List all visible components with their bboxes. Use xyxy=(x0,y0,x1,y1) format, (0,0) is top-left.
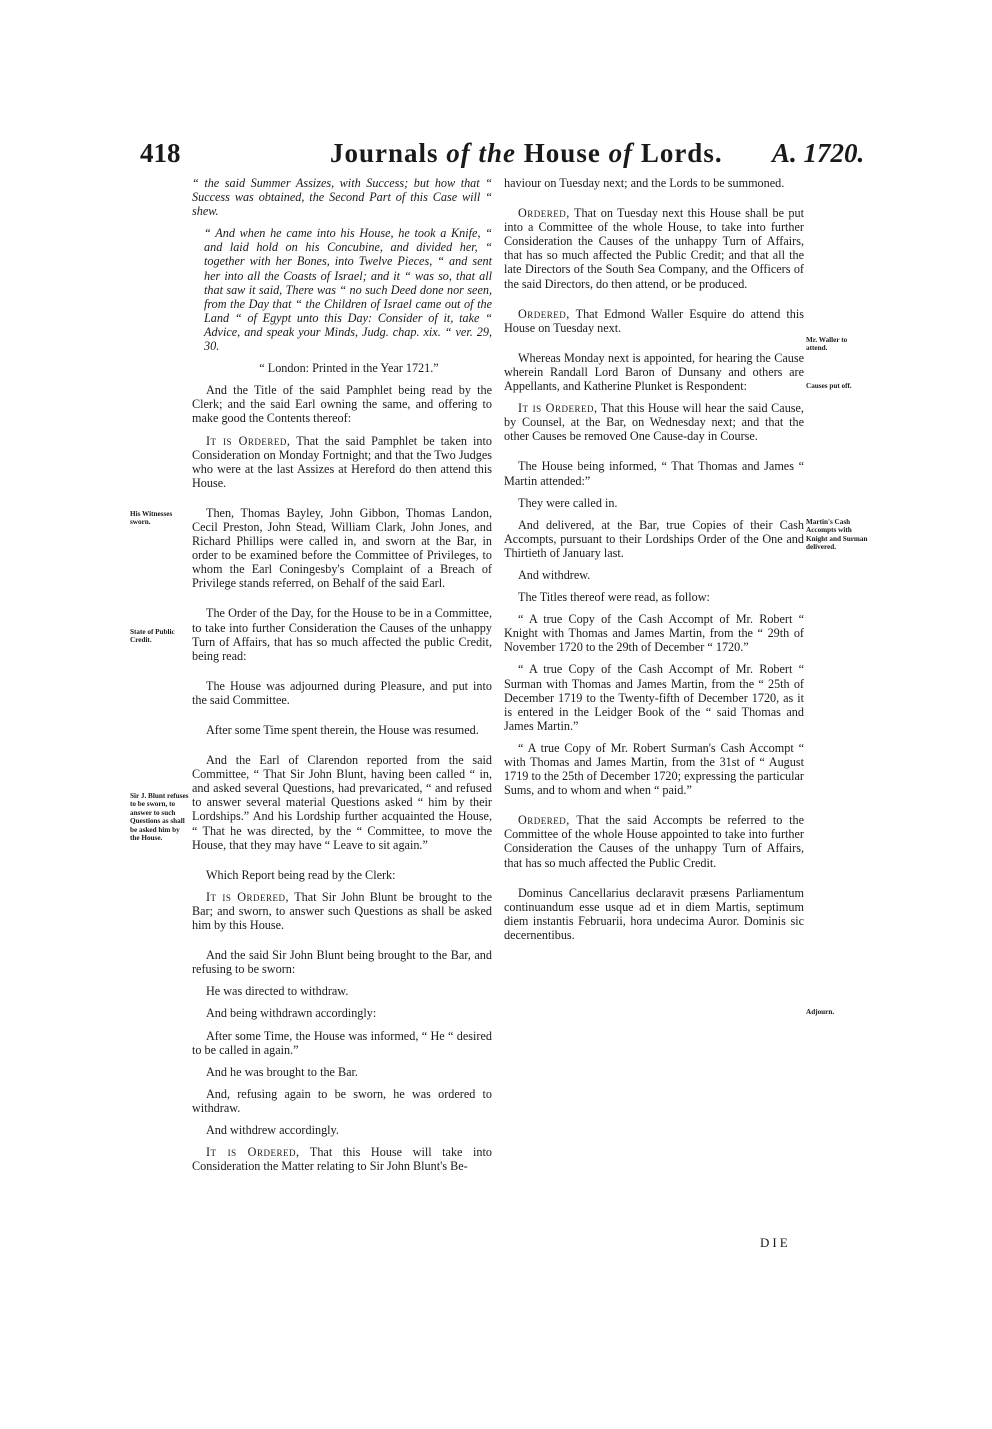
paragraph: Whereas Monday next is appointed, for hearing the Cause wherein Randall Lord Baron of Dunsany and others are Appellants, and Katherine Plunket is Respondent: xyxy=(504,350,804,394)
paragraph: And the said Sir John Blunt being brought to the Bar, and refusing to be sworn: xyxy=(192,948,492,977)
order-text: That on Tuesday next this House shall be put into a Committee of the whole House, to take into further Consideration the Causes of the unhappy Turn of Affairs, that has so much affected the Public Credit; and that all the late Directors of the South Sea Company, and the Officers of the said Directors, do then attend, or be produced. xyxy=(504,206,804,291)
paragraph: “ A true Copy of Mr. Robert Surman's Cash Accompt “ with Thomas and James Martin, from the 31st of “ August 1719 to the 25th of December 1720; expressing the particular Sums, and to whom and when “ paid.” xyxy=(504,740,804,798)
margin-note-state-credit: State of Public Credit. xyxy=(130,628,175,645)
running-header xyxy=(140,138,865,172)
paragraph: After some Time, the House was informed, “ He “ desired to be called in again.” xyxy=(192,1028,492,1057)
paragraph xyxy=(192,890,492,932)
order-text: That this House will take into Consideration the Matter relating to Sir John Blunt's Be- xyxy=(192,1145,492,1174)
paragraph xyxy=(504,401,804,443)
margin-note-waller: Mr. Waller to attend. xyxy=(806,336,848,353)
paragraph: And he was brought to the Bar. xyxy=(206,1064,358,1079)
paragraph: They were called in. xyxy=(518,495,618,510)
title-word: of xyxy=(446,138,471,168)
paragraph: “ A true Copy of the Cash Accompt of Mr. Robert “ Surman with Thomas and James Martin, from the “ 25th of December 1719 to the Twenty-fifth of December 1720, as it is entered in the Leidger Book of the “ said Thomas and James Martin.” xyxy=(504,662,804,733)
paragraph xyxy=(504,813,804,869)
margin-note-causes: Causes put off. xyxy=(806,382,852,390)
paragraph: Which Report being read by the Clerk: xyxy=(206,867,396,882)
paragraph: The Titles thereof were read, as follow: xyxy=(518,590,710,605)
paragraph: He was directed to withdraw. xyxy=(206,984,349,999)
paragraph: And the Earl of Clarendon reported from the said Committee, “ That Sir John Blunt, having been called “ in, and asked several Questions, had prevaricated, “ and refused to answer several material Questions asked “ him by their Lordships.” And his Lordship further acquainted the House, “ That he was directed, by the “ Committee, to move the House, that they may have “ Leave to sit again.” xyxy=(192,753,492,852)
paragraph: Then, Thomas Bayley, John Gibbon, Thomas Landon, Cecil Preston, John Stead, William Clark, John Jones, and Richard Phillips were called in, and sworn at the Bar, in order to be examined before the Committee of Privileges, to whom the Earl Coningesby's Complaint of a Breach of Privilege stands referred, on Behalf of the said Earl. xyxy=(192,505,492,591)
paragraph: “ A true Copy of the Cash Accompt of Mr. Robert “ Knight with Thomas and James Martin, from the “ 29th of November 1720 to the 29th of December “ 1720.” xyxy=(504,612,804,655)
order-heading: It is Ordered, xyxy=(206,1145,300,1160)
title-word: the xyxy=(478,138,517,168)
paragraph: And being withdrawn accordingly: xyxy=(206,1006,377,1021)
order-text: That this House will hear the said Cause, by Counsel, at the Bar, on Wednesday next; and that the other Causes be removed One Cause-day in Course. xyxy=(504,401,804,444)
margin-note-witnesses: His Witnesses sworn. xyxy=(130,510,173,527)
quote-text: “ And when he came into his House, he took a Knife, “ and laid hold on his Concubine, and divided her, “ together with her Bones, into Twelve Pieces, “ and sent her into all the Coasts of Israel; and it “ was so, that all that saw it said, There was “ no such Deed done nor seen, from the Day that “ the Children of Israel came out of the Land “ of Egypt unto this Day: Consider of it, take “ Advice, and speak your Minds, Judg. chap. xix. “ ver. 29, 30. xyxy=(204,226,492,354)
page-number: 418 xyxy=(140,138,181,168)
paragraph: The Order of the Day, for the House to be in a Committee, to take into further Consideration the Causes of the unhappy Turn of Affairs, that has so much affected the public Credit, being read: xyxy=(192,606,492,663)
order-text: That Edmond Waller Esquire do attend this House on Tuesday next. xyxy=(504,306,804,335)
title-word: of xyxy=(608,138,634,168)
imprint: “ London: Printed in the Year 1721.” xyxy=(259,361,439,376)
order-text: That the said Accompts be referred to the Committee of the whole House appointed to take into further Consideration the Causes of the unhappy Turn of Affairs, that has so much affected the Public Credit. xyxy=(504,813,804,870)
order-text: That Sir John Blunt be brought to the Bar; and sworn, to answer such Questions as shall be asked him by this House. xyxy=(192,889,492,933)
year: A. 1720. xyxy=(772,138,865,168)
paragraph: And delivered, at the Bar, true Copies of their Cash Accompts, pursuant to their Lordships Order of the One and Thirtieth of January last. xyxy=(504,517,804,560)
order-heading: It is Ordered, xyxy=(206,433,291,448)
order-heading: Ordered, xyxy=(518,813,570,828)
paragraph: The House was adjourned during Pleasure, and put into the said Committee. xyxy=(192,678,492,707)
order-heading: It is Ordered, xyxy=(206,889,290,904)
title-word: House xyxy=(523,138,601,168)
left-column xyxy=(192,176,492,1181)
paragraph: And withdrew. xyxy=(518,567,591,582)
paragraph xyxy=(192,1145,492,1173)
paragraph: haviour on Tuesday next; and the Lords to be summoned. xyxy=(504,176,785,190)
margin-note-adjourn: Adjourn. xyxy=(806,1008,835,1016)
block-quote xyxy=(204,226,492,353)
journal-title xyxy=(330,138,723,169)
paragraph: After some Time spent therein, the House was resumed. xyxy=(206,723,479,737)
catchword: DIE xyxy=(760,1235,791,1250)
paragraph: The House being informed, “ That Thomas and James “ Martin attended:” xyxy=(504,459,804,488)
order-heading: It is Ordered, xyxy=(518,401,598,416)
right-column xyxy=(504,176,804,950)
margin-note-blunt: Sir J. Blunt refuses to be sworn, to answer to such Questions as shall be asked him by the House. xyxy=(130,792,189,843)
paragraph: Dominus Cancellarius declaravit præsens Parliamentum continuandum esse usque ad et in diem Martis, septimum diem instantis Februarii, hora undecima Auror. Dominis sic decernentibus. xyxy=(504,885,804,942)
paragraph xyxy=(192,434,492,490)
margin-note-martin: Martin's Cash Accompts with Knight and Surman delivered. xyxy=(806,518,868,552)
paragraph xyxy=(504,307,804,335)
paragraph xyxy=(504,206,804,291)
paragraph: And withdrew accordingly. xyxy=(206,1122,339,1137)
order-text: That the said Pamphlet be taken into Consideration on Monday Fortnight; and that the Two Judges who were at the last Assizes at Hereford do then attend this House. xyxy=(192,433,492,490)
paragraph: And the Title of the said Pamphlet being read by the Clerk; and the said Earl owning the same, and offering to make good the Contents thereof: xyxy=(192,383,492,426)
paragraph: And, refusing again to be sworn, he was ordered to withdraw. xyxy=(192,1086,492,1115)
order-heading: Ordered, xyxy=(518,306,570,321)
title-word: Lords. xyxy=(640,138,723,168)
order-heading: Ordered, xyxy=(518,206,570,221)
title-word: Journals xyxy=(330,138,439,168)
paragraph: “ the said Summer Assizes, with Success; but how that “ Success was obtained, the Second Part of this Case will “ shew. xyxy=(192,176,492,219)
